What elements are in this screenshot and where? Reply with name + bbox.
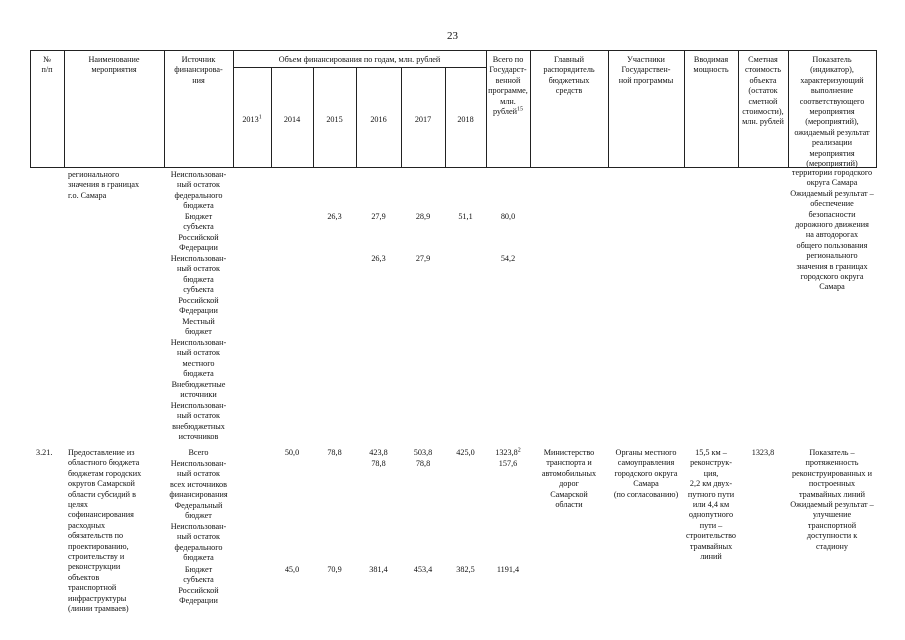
row-321-all-2014: 50,0 bbox=[284, 448, 300, 457]
header-total: Всего по Государст- венной программе, млн. рублей$^{15}$ bbox=[488, 55, 528, 117]
prev-source-offbudget: Внебюджетные источники bbox=[171, 380, 226, 400]
prev-source-local: Местный бюджет bbox=[182, 317, 215, 337]
header-indicator: Показатель (индикатор), характеризующий выполнение соответствующего мероприятия (мероприятий), ожидаемый результат реализации мероприятия (мероприятий) bbox=[794, 55, 870, 169]
row-321-all-2017: 503,8 bbox=[413, 448, 433, 457]
row-321-number: 3.21. bbox=[36, 448, 53, 457]
row-321-source-all: Всего bbox=[188, 448, 209, 457]
row-321-regional-2016: 381,4 bbox=[369, 565, 388, 574]
header-name: Наименование мероприятия bbox=[88, 55, 140, 75]
header-year-2015: 2015 bbox=[326, 115, 343, 124]
header-estimate: Сметная стоимость объекта (остаток сметной стоимости), млн. рублей bbox=[742, 55, 784, 127]
row-321-estimate: 1323,8 bbox=[751, 448, 775, 457]
row-321-all-2015: 78,8 bbox=[327, 448, 342, 457]
row-321-source-all-unused: Неиспользован- ный остаток всех источников финансирования bbox=[169, 459, 228, 500]
prev-source-local-unused: Неиспользован- ный остаток местного бюджета bbox=[170, 338, 227, 379]
header-manager: Главный распорядитель бюджетных средств bbox=[543, 55, 595, 96]
prev-regional-2016: 27,9 bbox=[371, 212, 386, 221]
col-border bbox=[233, 50, 234, 168]
col-border bbox=[876, 50, 877, 168]
prev-regional-2018: 51,1 bbox=[458, 212, 473, 221]
row-321-regional-2017: 453,4 bbox=[413, 565, 433, 574]
row-321-regional-total: 1191,4 bbox=[496, 565, 520, 574]
row-321-all-2018: 425,0 bbox=[456, 448, 475, 457]
header-participants: Участники Государствен- ной программы bbox=[618, 55, 674, 85]
header-year-2014: 2014 bbox=[283, 115, 301, 124]
prev-regional-total: 80,0 bbox=[500, 212, 516, 221]
page-number: 23 bbox=[447, 30, 458, 42]
row-321-unused-total: 157,6 bbox=[498, 459, 518, 468]
row-321-all-total: 1323,8$^2$ bbox=[495, 447, 521, 457]
row-321-unused-2017: 78,8 bbox=[415, 459, 431, 468]
prev-row-name: регионального значения в границах г.о. Самара bbox=[68, 170, 140, 200]
row-321-manager: Министерство транспорта и автомобильных дорог Самарской области bbox=[541, 448, 597, 510]
prev-regional-unused-2016: 26,3 bbox=[371, 254, 386, 263]
header-year-2017: 2017 bbox=[414, 115, 432, 124]
prev-regional-2015: 26,3 bbox=[327, 212, 342, 221]
row-321-regional-2018: 382,5 bbox=[456, 565, 475, 574]
table-top-rule bbox=[30, 50, 877, 51]
prev-source-regional: Бюджет субъекта Российской Федерации bbox=[178, 212, 219, 253]
prev-source-regional-unused: Неиспользован- ный остаток бюджета субъекта Российской Федерации bbox=[170, 254, 227, 316]
row-321-all-2016: 423,8 bbox=[369, 448, 388, 457]
header-financing: Объем финансирования по годам, млн. рублей bbox=[278, 55, 441, 64]
row-321-source-regional: Бюджет субъекта Российской Федерации bbox=[178, 565, 219, 606]
row-321-unused-2016: 78,8 bbox=[371, 459, 386, 468]
header-no: № п/п bbox=[41, 55, 53, 75]
header-source: Источник финансирова- ния bbox=[174, 55, 223, 85]
header-year-2018: 2018 bbox=[457, 115, 474, 124]
prev-source-offbudget-unused: Неиспользован- ный остаток внебюджетных источников bbox=[170, 401, 227, 442]
row-321-source-federal: Федеральный бюджет bbox=[174, 501, 223, 521]
prev-source-federal-unused: Неиспользован- ный остаток федерального бюджета bbox=[170, 170, 227, 211]
prev-regional-unused-total: 54,2 bbox=[500, 254, 516, 263]
header-year-2016: 2016 bbox=[370, 115, 387, 124]
prev-regional-unused-2017: 27,9 bbox=[415, 254, 431, 263]
prev-regional-2017: 28,9 bbox=[415, 212, 431, 221]
row-321-source-federal-unused: Неиспользован- ный остаток федерального бюджета bbox=[170, 522, 227, 563]
header-capacity: Вводимая мощность bbox=[693, 55, 729, 75]
row-321-regional-2015: 70,9 bbox=[327, 565, 342, 574]
header-year-2013: 2013$^1$ bbox=[242, 114, 262, 124]
row-321-name: Предоставление из областного бюджета бюджетам городских округов Самарской области субсидий в целях софинансирования расходных обязательств по проектированию, строительству и реконструкции объектов транспортной инфраструктуры (линии трамваев) bbox=[68, 448, 142, 614]
row-321-indicator: Показатель – протяженность реконструированных и построенных трамвайных линий Ожидаемый результат – улучшение транспортной доступности к стадиону bbox=[790, 448, 874, 551]
row-321-participants: Органы местного самоуправления городского округа Самара (по согласованию) bbox=[613, 448, 679, 499]
prev-row-indicator: территории городского округа Самара Ожидаемый результат – обеспечение безопасности дорожного движения на автодорогах общего пользования регионального значения в границах городского округа Самара bbox=[790, 168, 874, 292]
row-321-regional-2014: 45,0 bbox=[284, 565, 300, 574]
row-321-capacity: 15,5 км – реконструк- ция, 2,2 км двух- путного пути или 4,4 км однопутного пути – строительство трамвайных линий bbox=[685, 448, 737, 562]
header-bottom-rule bbox=[30, 167, 877, 168]
